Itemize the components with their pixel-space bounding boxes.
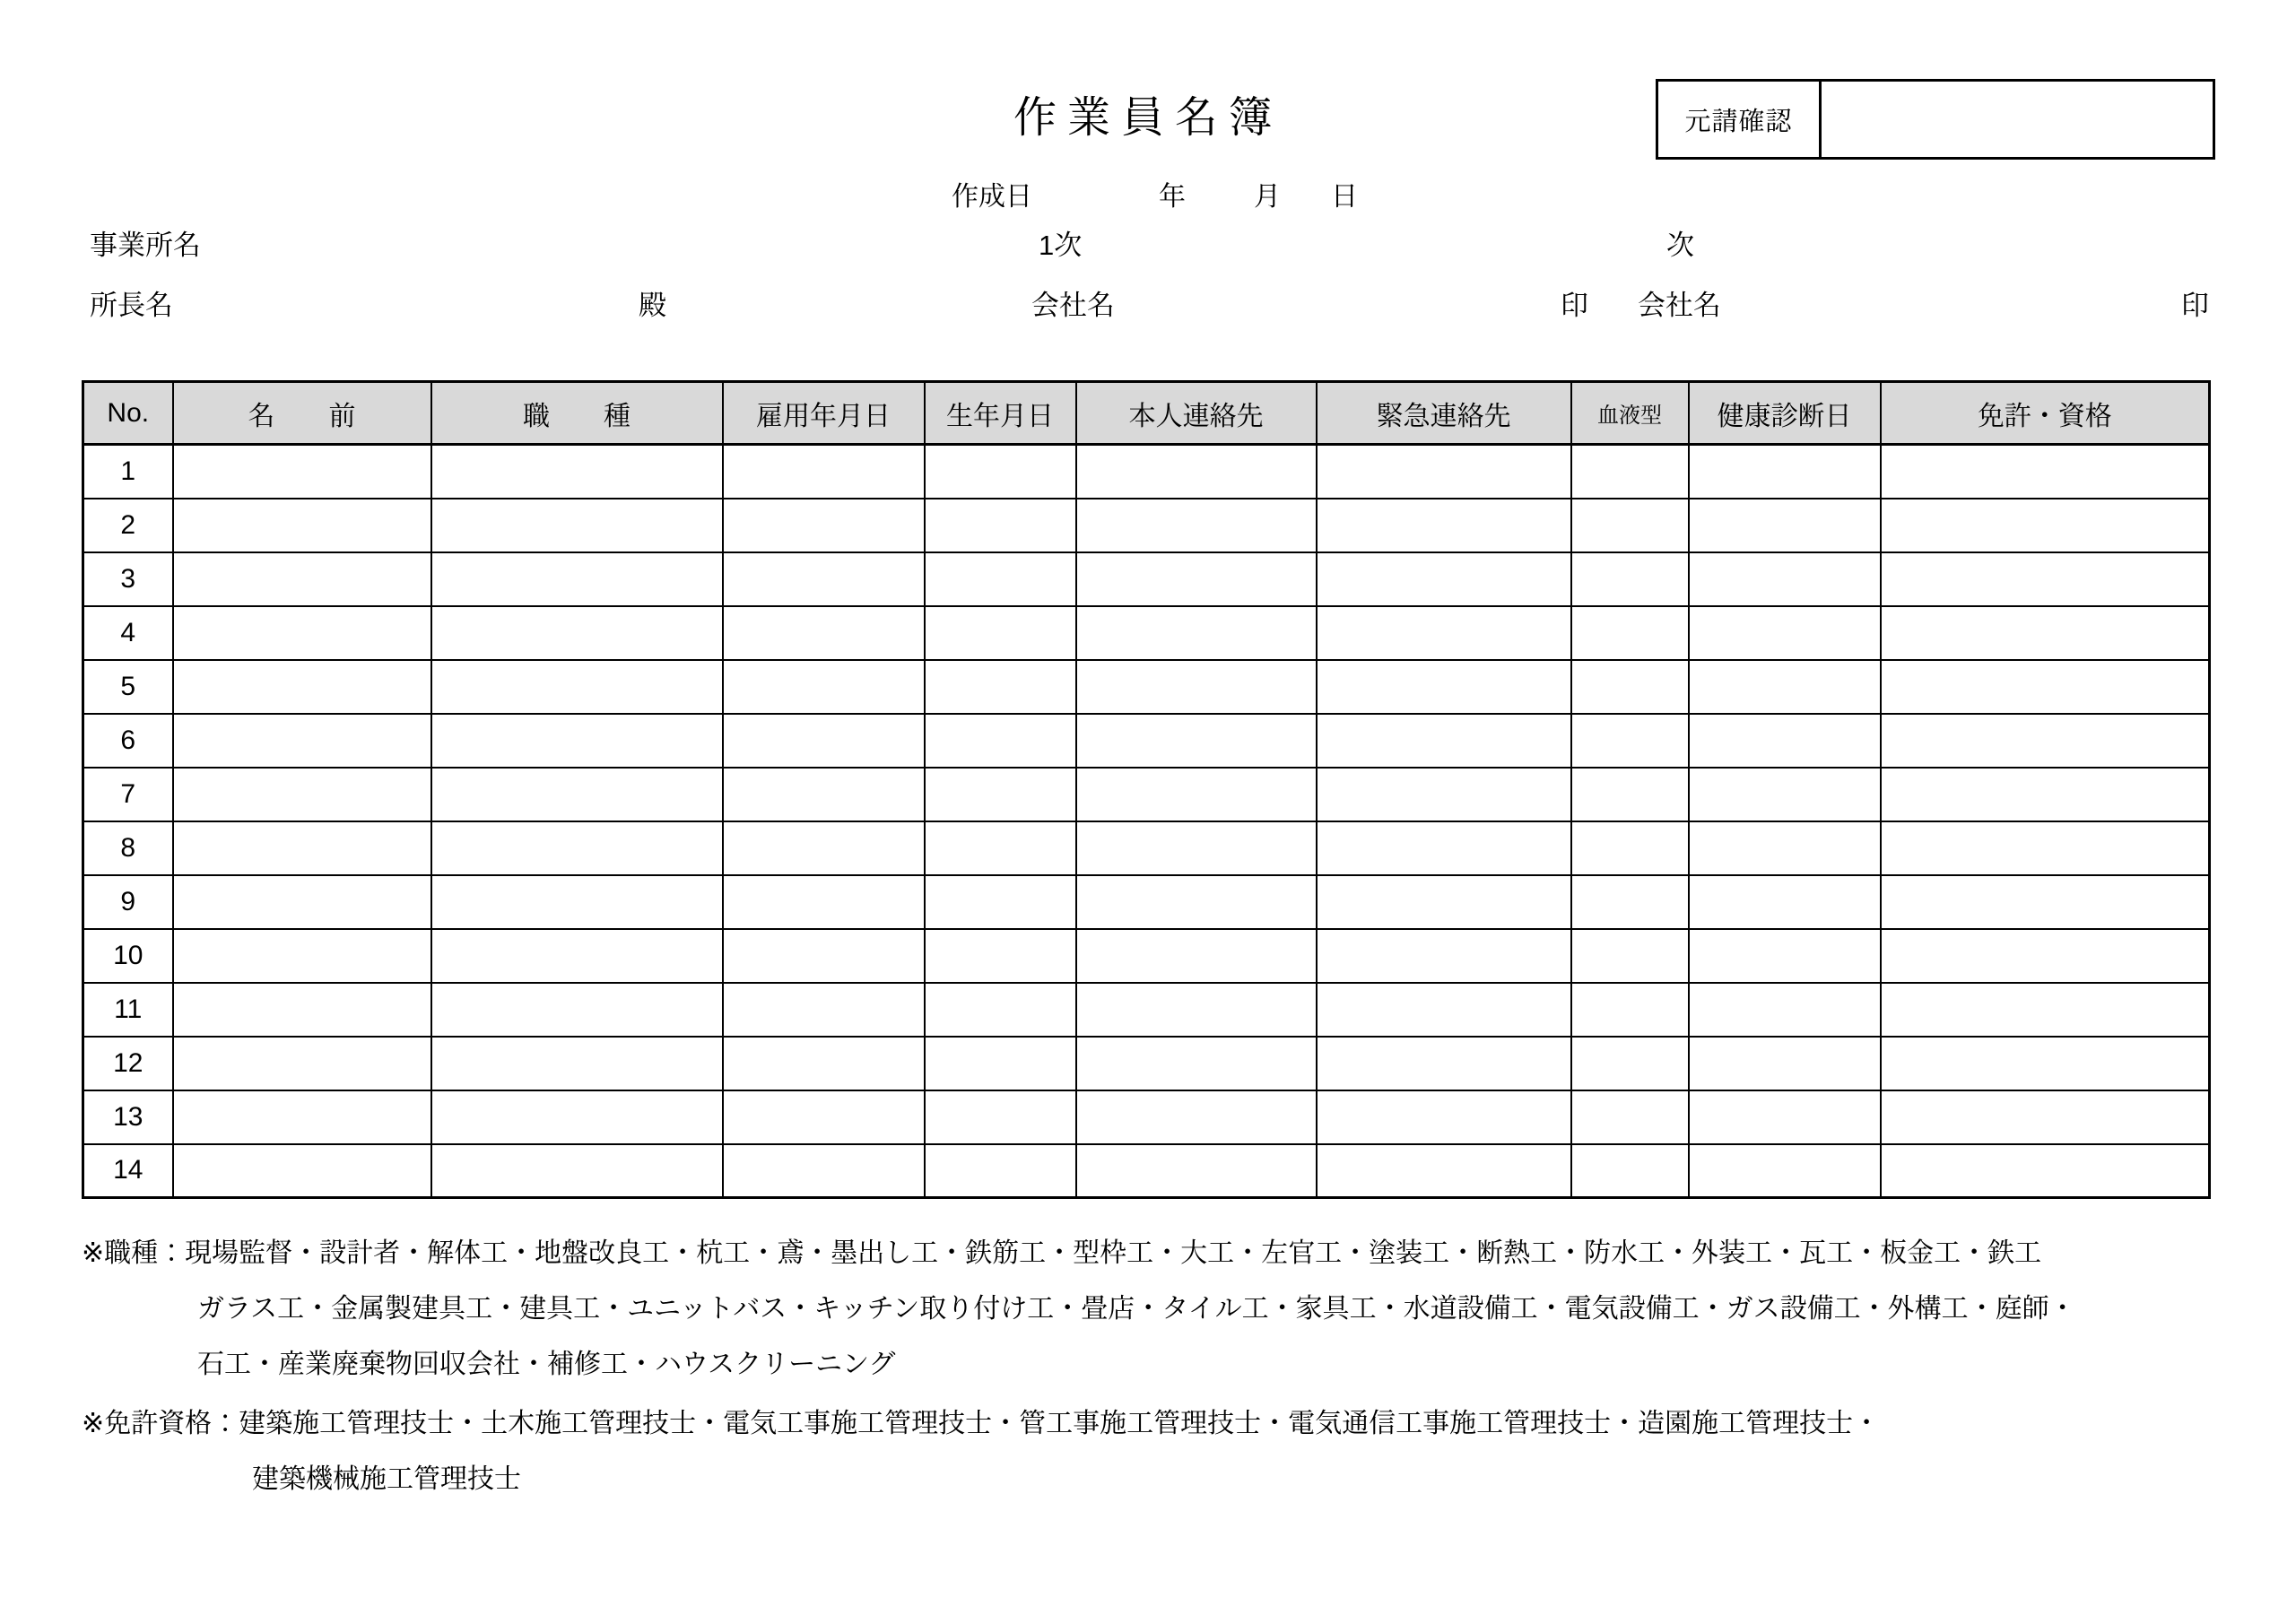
cell-license[interactable] bbox=[1881, 768, 2210, 821]
cell-health_check_date[interactable] bbox=[1689, 875, 1881, 929]
seal2-label: 印 bbox=[2181, 290, 2209, 321]
cell-hire_date[interactable] bbox=[723, 929, 925, 983]
row-number-cell: 2 bbox=[83, 499, 173, 552]
table-row bbox=[83, 552, 2210, 606]
note-job-types-label: ※職種： bbox=[82, 1238, 186, 1268]
row-number-cell: 10 bbox=[83, 929, 173, 983]
cell-personal_contact[interactable] bbox=[1076, 660, 1317, 714]
cell-personal_contact[interactable] bbox=[1076, 1037, 1317, 1090]
cell-hire_date[interactable] bbox=[723, 1037, 925, 1090]
created-year-label: 年 bbox=[1159, 182, 1186, 212]
cell-blood_type[interactable] bbox=[1571, 875, 1689, 929]
cell-job_type[interactable] bbox=[431, 875, 723, 929]
cell-name[interactable] bbox=[173, 552, 431, 606]
cell-blood_type[interactable] bbox=[1571, 552, 1689, 606]
seal1-label: 印 bbox=[1561, 290, 1588, 321]
cell-job_type[interactable] bbox=[431, 552, 723, 606]
tier-secondary-label: 次 bbox=[1666, 230, 1694, 261]
cell-personal_contact[interactable] bbox=[1076, 552, 1317, 606]
column-header-no: No. bbox=[83, 382, 173, 445]
column-header-name: 名 前 bbox=[173, 382, 431, 445]
header-row bbox=[83, 382, 2210, 445]
cell-health_check_date[interactable] bbox=[1689, 552, 1881, 606]
cell-name[interactable] bbox=[173, 768, 431, 821]
row-number-cell: 5 bbox=[83, 660, 173, 714]
cell-health_check_date[interactable] bbox=[1689, 983, 1881, 1037]
cell-name[interactable] bbox=[173, 499, 431, 552]
cell-emergency_contact[interactable] bbox=[1317, 445, 1571, 499]
cell-birth_date[interactable] bbox=[925, 1090, 1076, 1144]
row-number-cell: 7 bbox=[83, 768, 173, 821]
table-row bbox=[83, 606, 2210, 660]
cell-hire_date[interactable] bbox=[723, 1090, 925, 1144]
row-number-cell: 6 bbox=[83, 714, 173, 768]
note-job-types-line1 bbox=[82, 1226, 2076, 1281]
cell-license[interactable] bbox=[1881, 1037, 2210, 1090]
cell-hire_date[interactable] bbox=[723, 552, 925, 606]
cell-personal_contact[interactable] bbox=[1076, 499, 1317, 552]
cell-birth_date[interactable] bbox=[925, 875, 1076, 929]
row-number-cell: 3 bbox=[83, 552, 173, 606]
cell-health_check_date[interactable] bbox=[1689, 1090, 1881, 1144]
cell-emergency_contact[interactable] bbox=[1317, 1037, 1571, 1090]
table-row bbox=[83, 1090, 2210, 1144]
confirm-box-label: 元請確認 bbox=[1658, 82, 1822, 157]
cell-health_check_date[interactable] bbox=[1689, 821, 1881, 875]
cell-blood_type[interactable] bbox=[1571, 929, 1689, 983]
cell-personal_contact[interactable] bbox=[1076, 875, 1317, 929]
note-licenses-text1: 建築施工管理技士・土木施工管理技士・電気工事施工管理技士・管工事施工管理技士・電気通信工事施工管理技士・造園施工管理技士・ bbox=[239, 1409, 1881, 1438]
cell-birth_date[interactable] bbox=[925, 499, 1076, 552]
tier-primary-label: 1次 bbox=[1039, 230, 1083, 261]
cell-job_type[interactable] bbox=[431, 983, 723, 1037]
director-name-label: 所長名 bbox=[90, 290, 173, 321]
row-number-cell: 1 bbox=[83, 445, 173, 499]
cell-license[interactable] bbox=[1881, 1090, 2210, 1144]
table-row bbox=[83, 929, 2210, 983]
cell-birth_date[interactable] bbox=[925, 445, 1076, 499]
cell-emergency_contact[interactable] bbox=[1317, 1144, 1571, 1198]
cell-hire_date[interactable] bbox=[723, 768, 925, 821]
cell-blood_type[interactable] bbox=[1571, 714, 1689, 768]
table-row bbox=[83, 1144, 2210, 1198]
cell-emergency_contact[interactable] bbox=[1317, 768, 1571, 821]
cell-license[interactable] bbox=[1881, 929, 2210, 983]
cell-license[interactable] bbox=[1881, 606, 2210, 660]
cell-emergency_contact[interactable] bbox=[1317, 821, 1571, 875]
cell-health_check_date[interactable] bbox=[1689, 714, 1881, 768]
cell-health_check_date[interactable] bbox=[1689, 445, 1881, 499]
table-row bbox=[83, 445, 2210, 499]
cell-birth_date[interactable] bbox=[925, 660, 1076, 714]
cell-hire_date[interactable] bbox=[723, 875, 925, 929]
cell-job_type[interactable] bbox=[431, 499, 723, 552]
row-number-cell: 14 bbox=[83, 1144, 173, 1198]
cell-personal_contact[interactable] bbox=[1076, 983, 1317, 1037]
column-header-hire_date: 雇用年月日 bbox=[723, 382, 925, 445]
cell-job_type[interactable] bbox=[431, 1090, 723, 1144]
cell-emergency_contact[interactable] bbox=[1317, 929, 1571, 983]
note-licenses-line2: 建築機械施工管理技士 bbox=[252, 1464, 521, 1494]
page-title: 作業員名簿 bbox=[1013, 94, 1283, 142]
cell-blood_type[interactable] bbox=[1571, 1037, 1689, 1090]
cell-emergency_contact[interactable] bbox=[1317, 1090, 1571, 1144]
cell-emergency_contact[interactable] bbox=[1317, 983, 1571, 1037]
note-job-types bbox=[82, 1226, 2076, 1393]
cell-birth_date[interactable] bbox=[925, 714, 1076, 768]
cell-job_type[interactable] bbox=[431, 714, 723, 768]
company1-name-label: 会社名 bbox=[1031, 290, 1115, 321]
note-job-types-line3: 石工・産業廃棄物回収会社・補修工・ハウスクリーニング bbox=[197, 1350, 896, 1379]
cell-health_check_date[interactable] bbox=[1689, 499, 1881, 552]
cell-job_type[interactable] bbox=[431, 660, 723, 714]
cell-blood_type[interactable] bbox=[1571, 1144, 1689, 1198]
cell-personal_contact[interactable] bbox=[1076, 445, 1317, 499]
cell-hire_date[interactable] bbox=[723, 1144, 925, 1198]
honorific-label: 殿 bbox=[639, 290, 666, 321]
note-job-types-text1: 現場監督・設計者・解体工・地盤改良工・杭工・鳶・墨出し工・鉄筋工・型枠工・大工・左官工・塗装工・断熱工・防水工・外装工・瓦工・板金工・鉄工 bbox=[185, 1238, 2042, 1268]
cell-name[interactable] bbox=[173, 660, 431, 714]
row-number-cell: 8 bbox=[83, 821, 173, 875]
worker-table-header bbox=[83, 382, 2210, 445]
cell-blood_type[interactable] bbox=[1571, 983, 1689, 1037]
table-row bbox=[83, 714, 2210, 768]
row-number-cell: 13 bbox=[83, 1090, 173, 1144]
cell-blood_type[interactable] bbox=[1571, 1090, 1689, 1144]
cell-health_check_date[interactable] bbox=[1689, 768, 1881, 821]
cell-job_type[interactable] bbox=[431, 768, 723, 821]
created-day-label: 日 bbox=[1331, 182, 1358, 212]
column-header-emergency_contact: 緊急連絡先 bbox=[1317, 382, 1571, 445]
cell-job_type[interactable] bbox=[431, 445, 723, 499]
table-row bbox=[83, 1037, 2210, 1090]
cell-job_type[interactable] bbox=[431, 606, 723, 660]
cell-license[interactable] bbox=[1881, 499, 2210, 552]
cell-personal_contact[interactable] bbox=[1076, 1090, 1317, 1144]
cell-emergency_contact[interactable] bbox=[1317, 499, 1571, 552]
table-row bbox=[83, 768, 2210, 821]
column-header-health_check_date: 健康診断日 bbox=[1689, 382, 1881, 445]
cell-emergency_contact[interactable] bbox=[1317, 606, 1571, 660]
cell-health_check_date[interactable] bbox=[1689, 1144, 1881, 1198]
cell-health_check_date[interactable] bbox=[1689, 606, 1881, 660]
cell-license[interactable] bbox=[1881, 1144, 2210, 1198]
cell-name[interactable] bbox=[173, 983, 431, 1037]
cell-personal_contact[interactable] bbox=[1076, 1144, 1317, 1198]
column-header-personal_contact: 本人連絡先 bbox=[1076, 382, 1317, 445]
cell-name[interactable] bbox=[173, 1037, 431, 1090]
confirm-box-value-field[interactable] bbox=[1822, 82, 2213, 157]
cell-birth_date[interactable] bbox=[925, 768, 1076, 821]
note-licenses bbox=[82, 1396, 1880, 1507]
cell-health_check_date[interactable] bbox=[1689, 1037, 1881, 1090]
cell-blood_type[interactable] bbox=[1571, 821, 1689, 875]
cell-name[interactable] bbox=[173, 929, 431, 983]
cell-license[interactable] bbox=[1881, 875, 2210, 929]
cell-blood_type[interactable] bbox=[1571, 499, 1689, 552]
cell-birth_date[interactable] bbox=[925, 552, 1076, 606]
cell-license[interactable] bbox=[1881, 445, 2210, 499]
cell-job_type[interactable] bbox=[431, 1144, 723, 1198]
column-header-blood_type: 血液型 bbox=[1571, 382, 1689, 445]
column-header-job_type: 職 種 bbox=[431, 382, 723, 445]
cell-name[interactable] bbox=[173, 1090, 431, 1144]
cell-job_type[interactable] bbox=[431, 929, 723, 983]
note-licenses-line1 bbox=[82, 1396, 1880, 1452]
table-row bbox=[83, 499, 2210, 552]
cell-blood_type[interactable] bbox=[1571, 606, 1689, 660]
cell-hire_date[interactable] bbox=[723, 714, 925, 768]
created-month-label: 月 bbox=[1254, 182, 1281, 212]
cell-emergency_contact[interactable] bbox=[1317, 660, 1571, 714]
column-header-birth_date: 生年月日 bbox=[925, 382, 1076, 445]
cell-birth_date[interactable] bbox=[925, 929, 1076, 983]
cell-birth_date[interactable] bbox=[925, 1144, 1076, 1198]
cell-hire_date[interactable] bbox=[723, 983, 925, 1037]
cell-blood_type[interactable] bbox=[1571, 660, 1689, 714]
cell-personal_contact[interactable] bbox=[1076, 929, 1317, 983]
cell-license[interactable] bbox=[1881, 821, 2210, 875]
note-job-types-line2: ガラス工・金属製建具工・建具工・ユニットバス・キッチン取り付け工・畳店・タイル工・家具工・水道設備工・電気設備工・ガス設備工・外構工・庭師・ bbox=[197, 1294, 2076, 1324]
office-name-label: 事業所名 bbox=[90, 230, 201, 261]
company2-name-label: 会社名 bbox=[1638, 290, 1721, 321]
cell-license[interactable] bbox=[1881, 983, 2210, 1037]
cell-emergency_contact[interactable] bbox=[1317, 875, 1571, 929]
table-row bbox=[83, 821, 2210, 875]
column-header-license: 免許・資格 bbox=[1881, 382, 2210, 445]
cell-blood_type[interactable] bbox=[1571, 768, 1689, 821]
cell-job_type[interactable] bbox=[431, 1037, 723, 1090]
cell-emergency_contact[interactable] bbox=[1317, 552, 1571, 606]
cell-hire_date[interactable] bbox=[723, 499, 925, 552]
cell-personal_contact[interactable] bbox=[1076, 768, 1317, 821]
cell-hire_date[interactable] bbox=[723, 606, 925, 660]
worker-table-body bbox=[83, 445, 2210, 1198]
cell-emergency_contact[interactable] bbox=[1317, 714, 1571, 768]
cell-name[interactable] bbox=[173, 821, 431, 875]
row-number-cell: 9 bbox=[83, 875, 173, 929]
cell-name[interactable] bbox=[173, 714, 431, 768]
cell-personal_contact[interactable] bbox=[1076, 714, 1317, 768]
cell-health_check_date[interactable] bbox=[1689, 929, 1881, 983]
cell-hire_date[interactable] bbox=[723, 821, 925, 875]
cell-birth_date[interactable] bbox=[925, 821, 1076, 875]
cell-health_check_date[interactable] bbox=[1689, 660, 1881, 714]
table-row bbox=[83, 660, 2210, 714]
cell-birth_date[interactable] bbox=[925, 1037, 1076, 1090]
cell-license[interactable] bbox=[1881, 714, 2210, 768]
table-row bbox=[83, 983, 2210, 1037]
table-row bbox=[83, 875, 2210, 929]
cell-birth_date[interactable] bbox=[925, 983, 1076, 1037]
created-date-label: 作成日 bbox=[952, 182, 1032, 212]
cell-name[interactable] bbox=[173, 1144, 431, 1198]
cell-hire_date[interactable] bbox=[723, 445, 925, 499]
row-number-cell: 11 bbox=[83, 983, 173, 1037]
prime-contractor-confirm-box bbox=[1656, 79, 2215, 160]
cell-personal_contact[interactable] bbox=[1076, 821, 1317, 875]
cell-personal_contact[interactable] bbox=[1076, 606, 1317, 660]
cell-license[interactable] bbox=[1881, 660, 2210, 714]
cell-blood_type[interactable] bbox=[1571, 445, 1689, 499]
cell-job_type[interactable] bbox=[431, 821, 723, 875]
note-licenses-label: ※免許資格： bbox=[82, 1409, 239, 1438]
worker-table bbox=[82, 380, 2211, 1199]
cell-name[interactable] bbox=[173, 445, 431, 499]
row-number-cell: 4 bbox=[83, 606, 173, 660]
cell-name[interactable] bbox=[173, 606, 431, 660]
row-number-cell: 12 bbox=[83, 1037, 173, 1090]
cell-hire_date[interactable] bbox=[723, 660, 925, 714]
cell-license[interactable] bbox=[1881, 552, 2210, 606]
cell-birth_date[interactable] bbox=[925, 606, 1076, 660]
cell-name[interactable] bbox=[173, 875, 431, 929]
